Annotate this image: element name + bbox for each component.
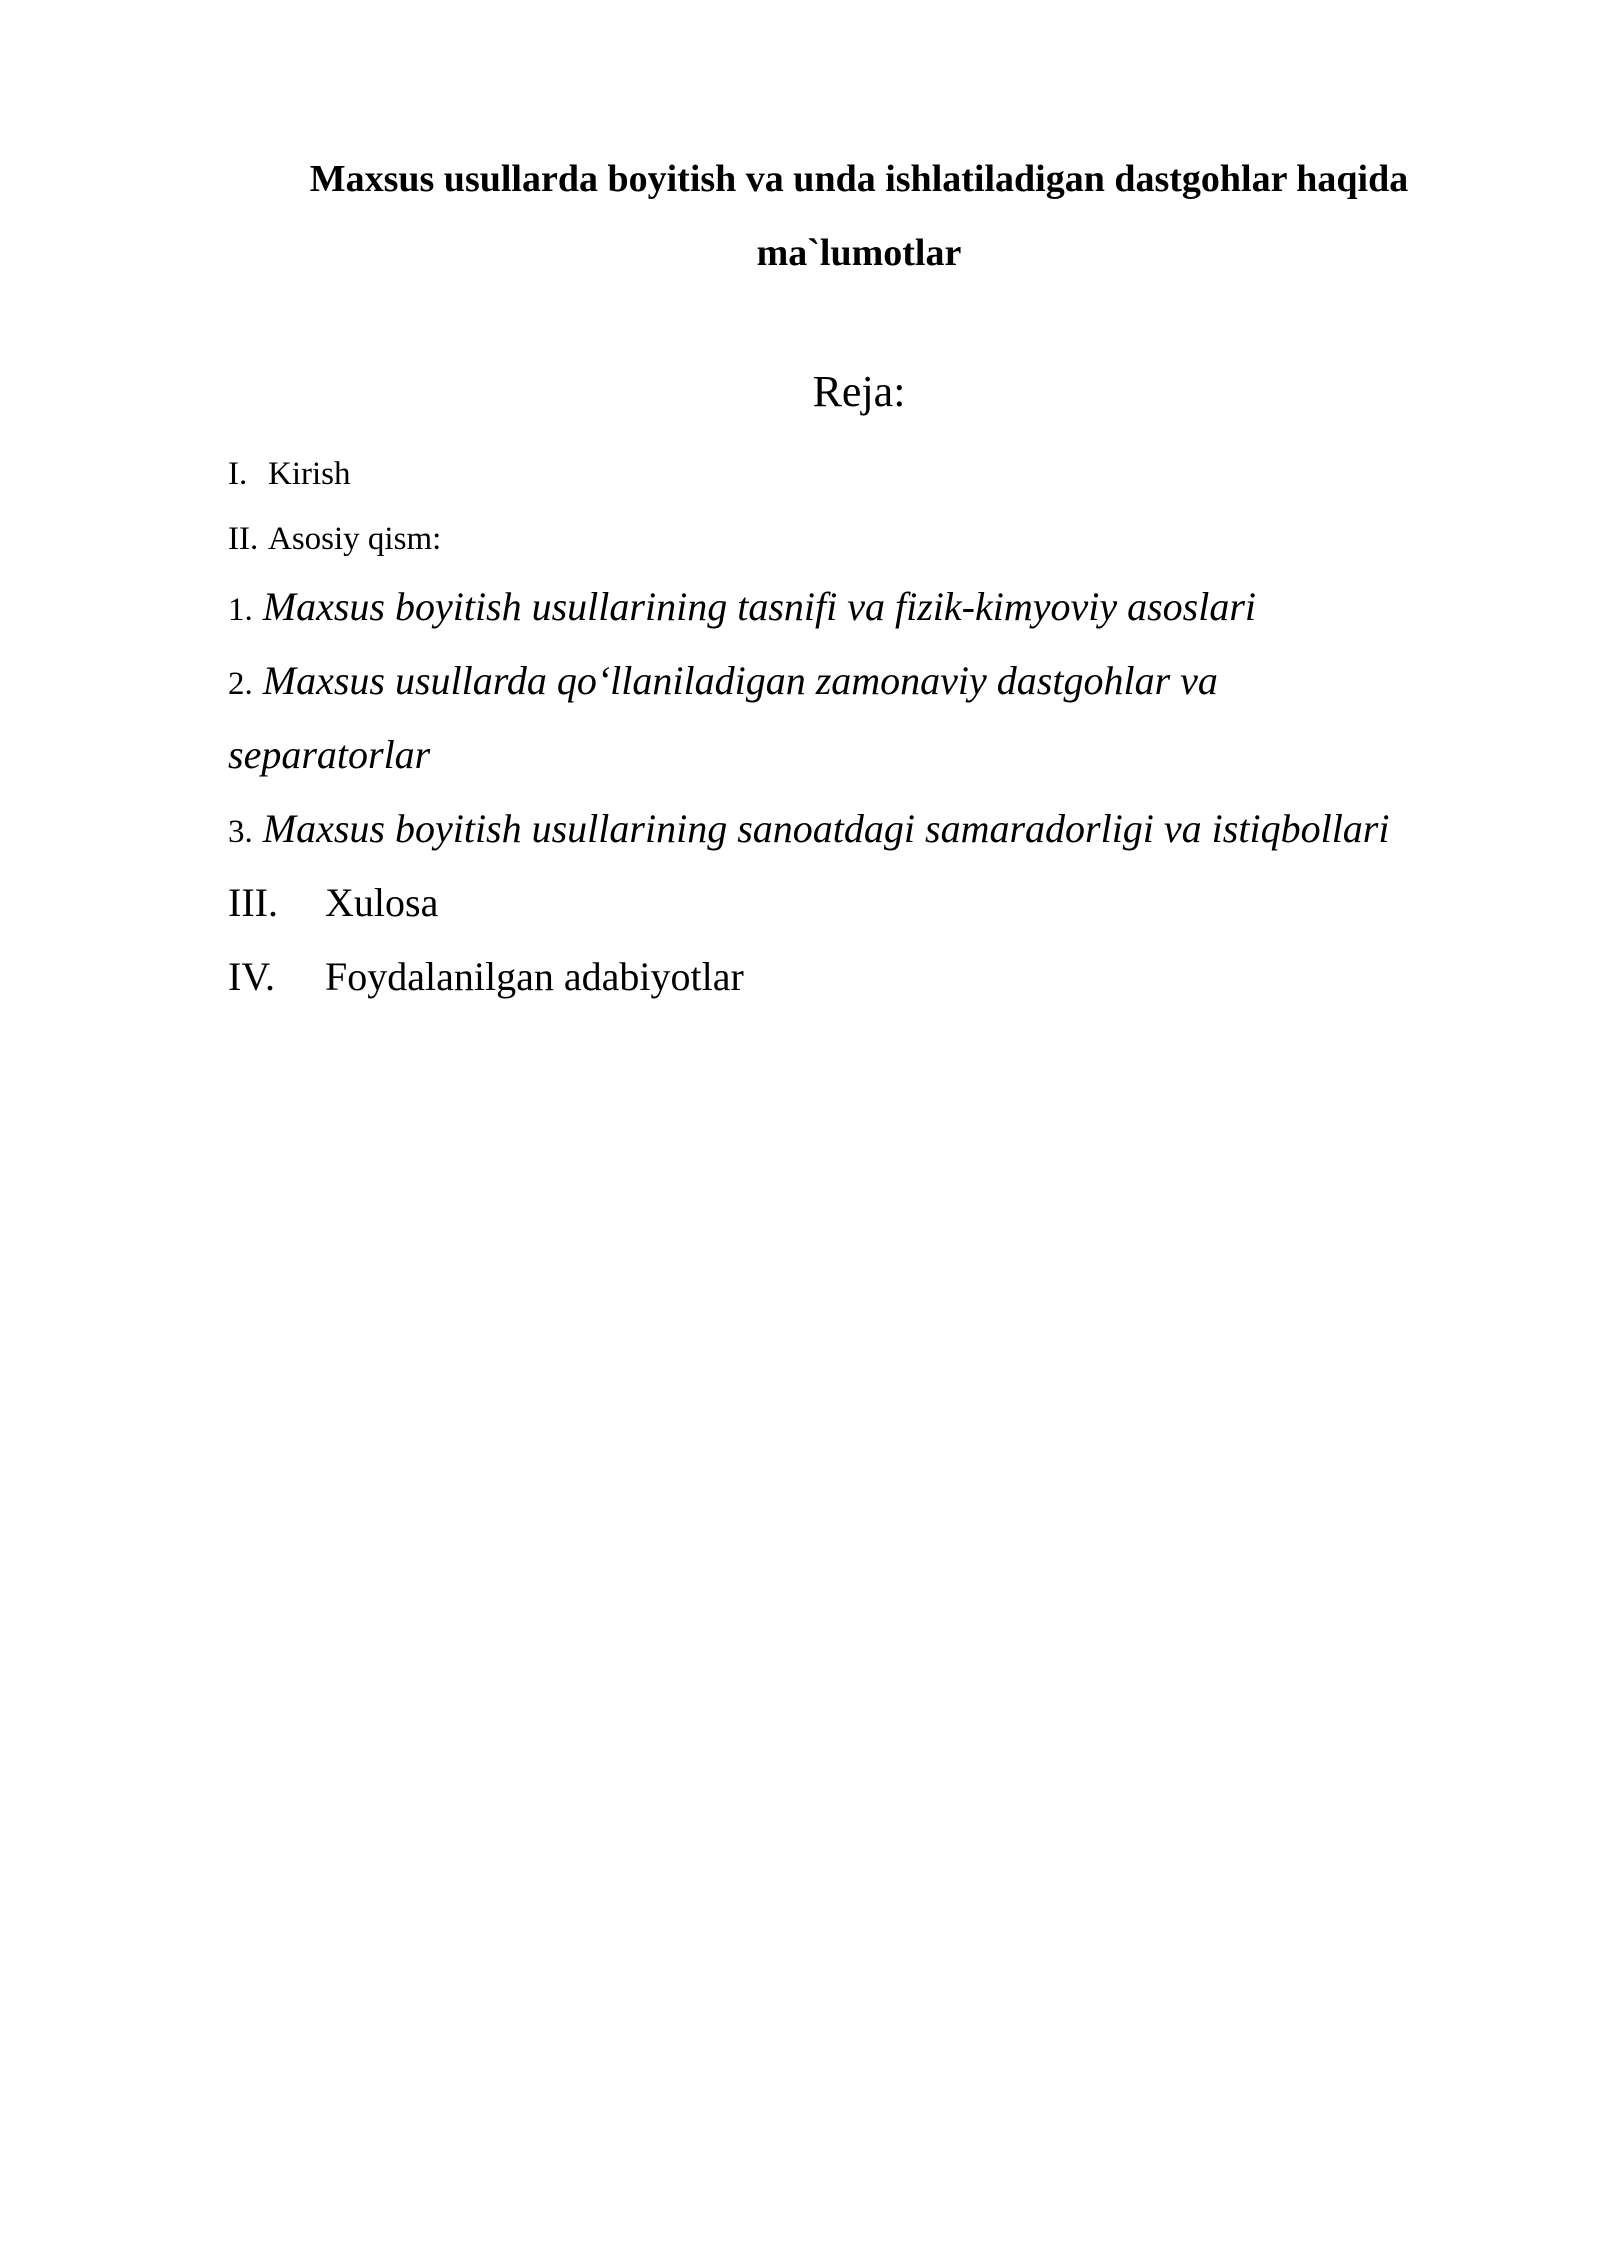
plan-item-4 — [228, 952, 744, 1002]
plan-subitem-3 — [228, 804, 1390, 857]
plan-subitem-2-continuation — [228, 730, 430, 780]
plan-item-text: Asosiy qism: — [268, 521, 442, 557]
plan-subitem-number: 3. — [228, 814, 253, 850]
plan-item-number: III. — [228, 880, 278, 925]
plan-item-number: I. — [228, 456, 248, 492]
plan-subitem-1 — [228, 582, 1256, 635]
plan-subitem-number: 2. — [228, 666, 253, 702]
plan-heading: Reja: — [812, 367, 906, 416]
plan-item-text: Kirish — [268, 456, 351, 492]
plan-subitem-number: 1. — [228, 592, 253, 628]
plan-item-2 — [228, 519, 441, 559]
plan-subitem-text: Maxsus boyitish usullarining sanoatdagi samaradorligi va istiqbollari — [262, 806, 1390, 851]
plan-item-text: Foydalanilgan adabiyotlar — [325, 954, 744, 999]
plan-item-number: II. — [228, 521, 259, 557]
plan-item-number: IV. — [228, 954, 276, 999]
plan-item-3 — [228, 878, 438, 928]
plan-item-1 — [228, 454, 351, 494]
plan-subitem-text: Maxsus usullarda qo‘llaniladigan zamonaviy dastgohlar va — [262, 658, 1218, 703]
plan-subitem-text: Maxsus boyitish usullarining tasnifi va fizik-kimyoviy asoslari — [262, 584, 1257, 629]
title-line-1: Maxsus usullarda boyitish va unda ishlatiladigan dastgohlar haqida — [309, 158, 1409, 200]
document-title — [228, 142, 1490, 290]
plan-subitem-text-continuation: separatorlar — [228, 732, 431, 777]
plan-subitem-2 — [228, 656, 1218, 709]
title-line-2: ma`lumotlar — [756, 232, 962, 274]
plan-item-text: Xulosa — [325, 880, 439, 925]
